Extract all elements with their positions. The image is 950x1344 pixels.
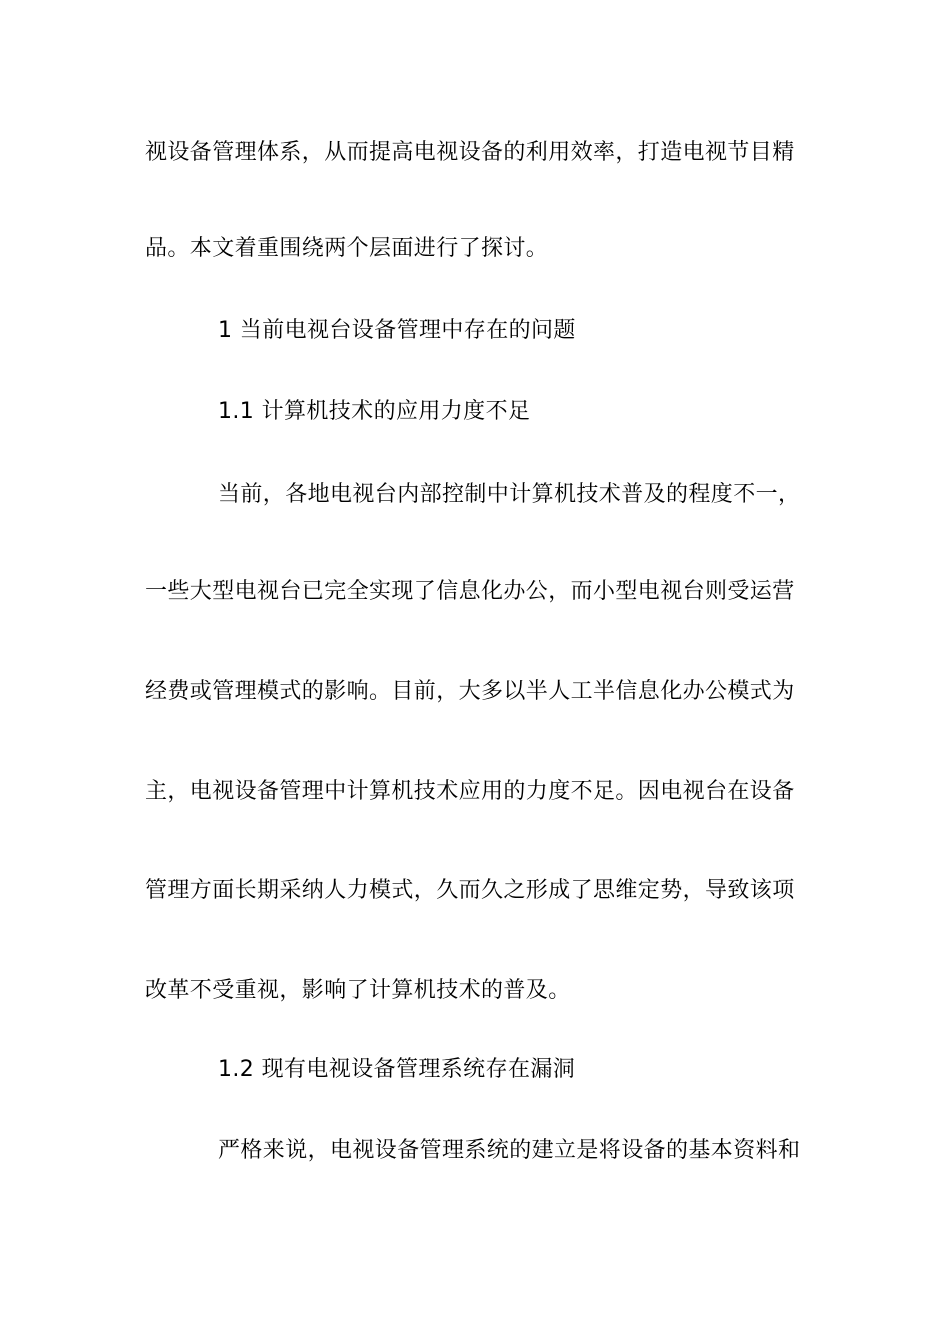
paragraph-line: 管理方面长期采纳人力模式，久而久之形成了思维定势，导致该项 xyxy=(145,878,795,903)
section-heading: 1 当前电视台设备管理中存在的问题 xyxy=(218,318,576,343)
paragraph-line: 改革不受重视，影响了计算机技术的普及。 xyxy=(145,978,571,1003)
subsection-heading: 1.2 现有电视设备管理系统存在漏洞 xyxy=(218,1057,576,1082)
paragraph-line: 一些大型电视台已完全实现了信息化办公，而小型电视台则受运营 xyxy=(145,579,795,604)
paragraph-line: 品。本文着重围绕两个层面进行了探讨。 xyxy=(145,236,549,261)
paragraph-line: 严格来说，电视设备管理系统的建立是将设备的基本资料和 xyxy=(218,1138,801,1163)
paragraph-line: 主，电视设备管理中计算机技术应用的力度不足。因电视台在设备 xyxy=(145,779,795,804)
paragraph-line: 经费或管理模式的影响。目前，大多以半人工半信息化办公模式为 xyxy=(145,679,795,704)
paragraph-line: 当前，各地电视台内部控制中计算机技术普及的程度不一， xyxy=(218,482,801,507)
paragraph-line: 视设备管理体系，从而提高电视设备的利用效率，打造电视节目精 xyxy=(145,140,795,165)
subsection-heading: 1.1 计算机技术的应用力度不足 xyxy=(218,399,531,424)
